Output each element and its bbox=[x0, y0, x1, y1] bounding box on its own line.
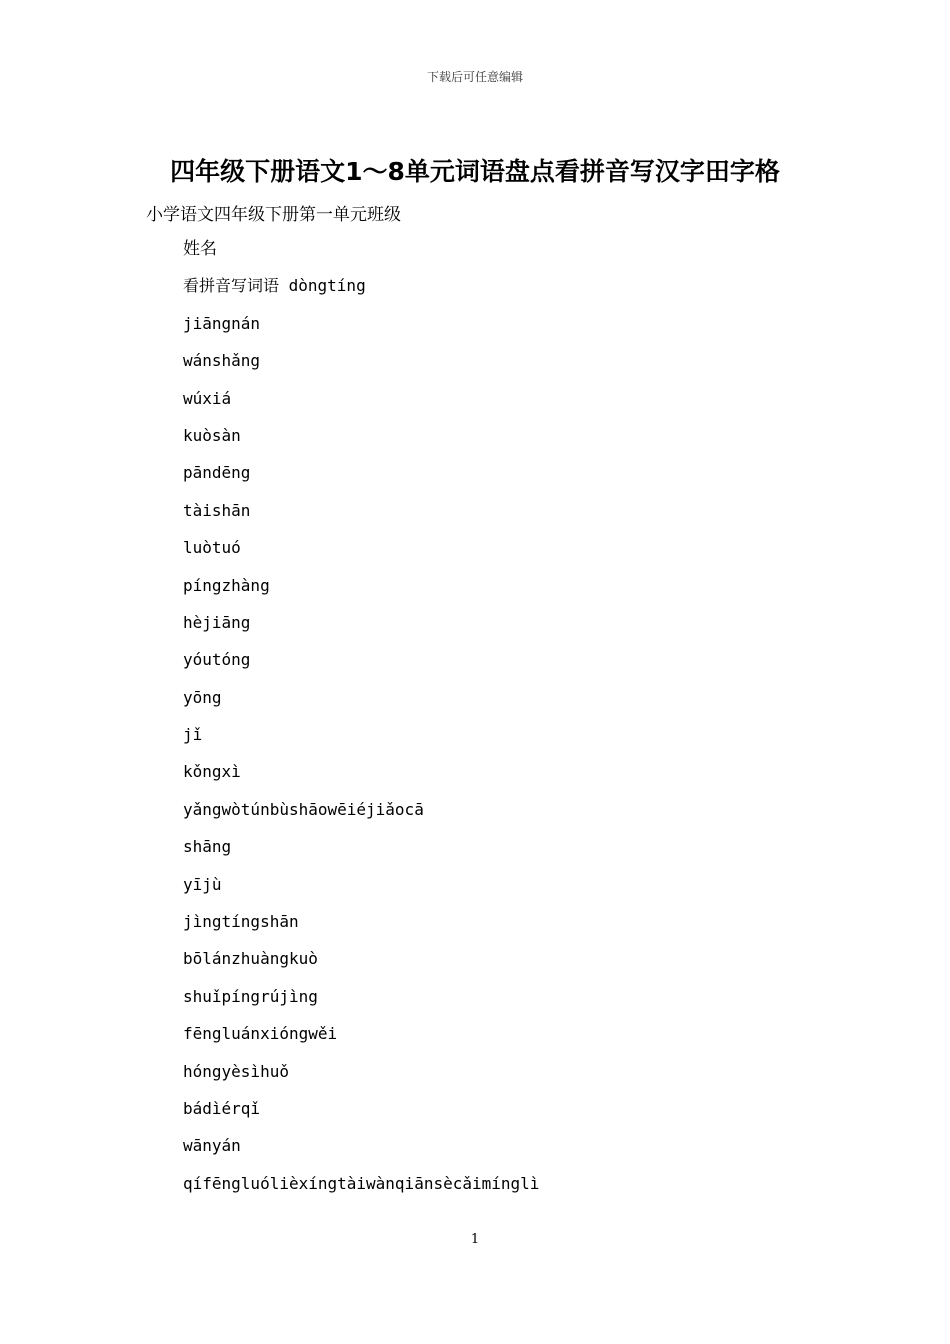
pinyin-line: wúxiá bbox=[183, 388, 232, 408]
pinyin-line: bōlánzhuàngkuò bbox=[183, 949, 318, 969]
pinyin-line: jìngtíngshān bbox=[183, 912, 299, 932]
pinyin-line: tàishān bbox=[183, 500, 251, 520]
pinyin-line: bádìérqǐ bbox=[183, 1098, 261, 1118]
page-number: 1 bbox=[470, 1232, 480, 1247]
pinyin-line: shāng bbox=[183, 837, 232, 857]
pinyin-line: shuǐpíngrújìng bbox=[183, 986, 318, 1006]
pinyin-line: jiāngnán bbox=[183, 313, 261, 333]
pinyin-line: píngzhàng bbox=[183, 575, 270, 595]
content-lines bbox=[183, 237, 539, 1209]
pinyin-line: luòtuó bbox=[183, 538, 241, 558]
header-note: 下载后可任意编辑 bbox=[426, 70, 523, 84]
name-label: 姓名 bbox=[183, 239, 217, 259]
pinyin-line: yǎngwòtúnbùshāowēiéjiǎocā bbox=[183, 799, 424, 819]
pinyin-line: yījù bbox=[183, 874, 222, 894]
instruction-line: 看拼音写词语 dòngtíng bbox=[183, 276, 366, 296]
pinyin-line: hóngyèsìhuǒ bbox=[183, 1061, 289, 1081]
pinyin-line: jǐ bbox=[183, 725, 203, 745]
pinyin-line: qífēngluólièxíngtàiwànqiānsècǎimínglì bbox=[183, 1173, 540, 1193]
pinyin-line: yōng bbox=[183, 687, 222, 707]
pinyin-line: fēngluánxióngwěi bbox=[183, 1024, 338, 1044]
pinyin-line: pāndēng bbox=[183, 463, 251, 483]
pinyin-line: wānyán bbox=[183, 1136, 241, 1156]
pinyin-line: wánshǎng bbox=[183, 351, 261, 371]
pinyin-line: yóutóng bbox=[183, 650, 251, 670]
pinyin-line: kǒngxì bbox=[183, 762, 241, 782]
pinyin-line: hèjiāng bbox=[183, 612, 251, 632]
pinyin-line: kuòsàn bbox=[183, 425, 241, 445]
subtitle: 小学语文四年级下册第一单元班级 bbox=[146, 205, 401, 225]
page-title: 四年级下册语文1～8单元词语盘点看拼音写汉字田字格 bbox=[170, 157, 780, 186]
